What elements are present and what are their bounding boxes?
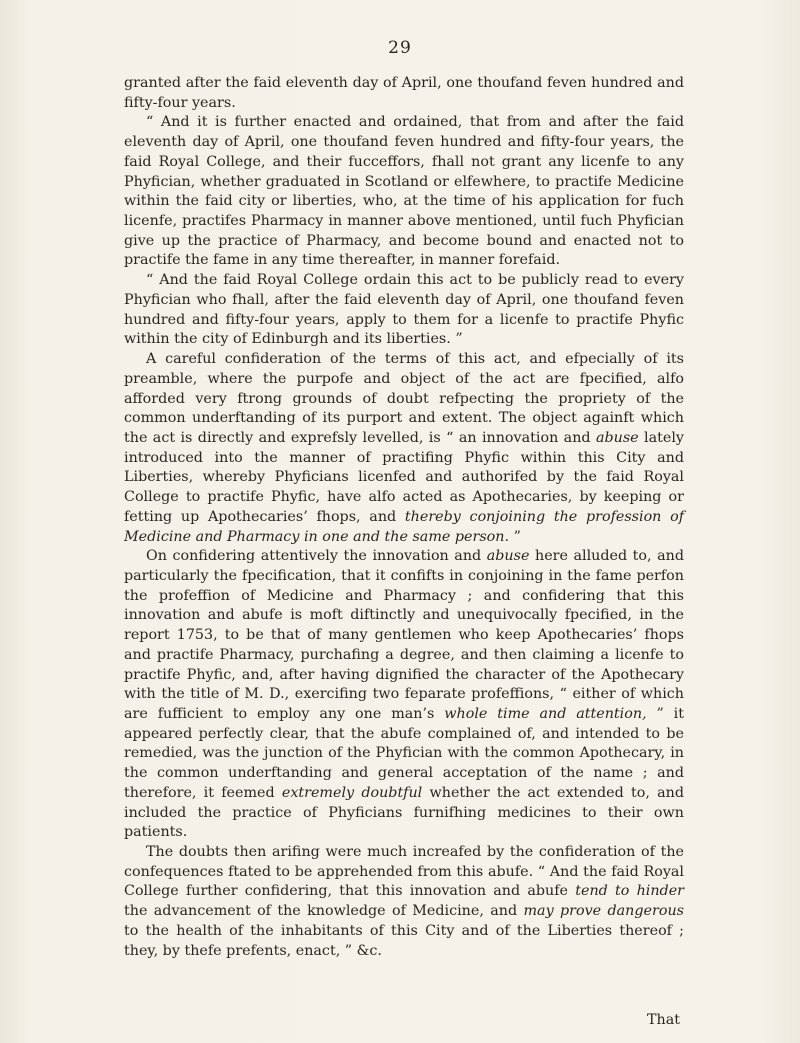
italic-text: whole time and attention, — [444, 706, 647, 722]
paragraph — [124, 74, 684, 113]
text-run: the advancement of the knowledge of Medicine, and — [124, 903, 524, 920]
page-number: 29 — [388, 38, 412, 58]
text-run: The doubts then arifing were much increafed by the confideration of the confequences ftated to be apprehended from this abufe. “ And the faid Royal College further confidering, that this innovation and abufe — [124, 844, 684, 900]
text-run: On confidering attentively the innovation and — [146, 548, 487, 565]
text-run: “ And it is further enacted and ordained, that from and after the faid eleventh day of April, one thoufand feven hundred and fifty-four years, the faid Royal College, and their fucceffors, fhall not grant any licenfe to any Phyfician, whether graduated in Scotland or elfewhere, to practife Medicine within the faid city or liberties, who, at the time of his application for fuch licenfe, practifes Pharmacy in manner above mentioned, until fuch Phyfician give up the practice of Pharmacy, and become bound and enacted not to practife the fame in any time thereafter, in manner forefaid. — [124, 114, 684, 269]
text-run: whether the act extended to, and included the practice of Phyficians furnifhing medicines to their own patients. — [124, 784, 684, 841]
text-run: granted after the faid eleventh day of April, one thoufand feven hundred and fifty-four years. — [124, 75, 684, 111]
paragraph — [124, 350, 684, 547]
italic-text: abuse — [486, 548, 530, 565]
italic-text: abuse — [595, 429, 639, 446]
paragraph — [124, 113, 684, 271]
paragraph — [124, 547, 684, 843]
text-run: “ And the faid Royal College ordain this act to be publicly read to every Phyfician who fhall, after the faid eleventh day of April, one thoufand feven hundred and fifty-four years, apply to them for a licenfe to practife Phyfic within the city of Edinburgh and its liberties. ” — [124, 272, 684, 348]
italic-text: extremely doubtful — [281, 784, 423, 801]
text-run: here alluded to, and particularly the fpecification, that it confifts in conjoining in the fame perfon the profeffion of Medicine and Pharmacy ; and confidering that this innovation and abufe is moft diftinctly and unequivocally fpecified, in the report 1753, to be that of many gentlemen who keep Apothecaries’ fhops and practife Pharmacy, purchafing a degree, and then claiming a licenfe to practife Phyfic, and, after having dignified the character of the Apothecary with the title of M. D., exercifing two feparate profeffions, “ either of which are fufficient to employ any one man’s — [124, 548, 684, 722]
italic-text: tend to hinder — [575, 883, 685, 900]
text-run: to the health of the inhabitants of this City and of the Liberties thereof ; they, by thefe prefents, enact, ” &c. — [124, 922, 684, 959]
text-run: ” — [509, 528, 521, 545]
body-text — [124, 74, 684, 961]
paragraph — [124, 843, 684, 961]
paragraph — [124, 271, 684, 350]
text-run: A careful confideration of the terms of this act, and efpecially of its preamble, where the purpofe and object of the act are fpecified, alfo afforded very ftrong grounds of doubt refpecting the propriety of the common underftanding of its purport and extent. The object againft which the act is directly and exprefsly levelled, is “ an innovation and — [124, 351, 684, 446]
italic-text: may prove dangerous — [523, 903, 684, 920]
text-run: lately introduced into the manner of practifing Phyfic within this City and Liberties, whereby Phyficians licenfed and authorifed by the faid Royal College to practife Phyfic, have alfo acted as Apothecaries, by keeping or fetting up Apothecaries’ fhops, and — [124, 429, 684, 525]
catchword: That — [646, 1012, 680, 1028]
text-run: ” it appeared perfectly clear, that the abufe complained of, and intended to be remedied, was the junction of the Phyfician with the common Apothecary, in the common underftanding and general acceptation of the name ; and therefore, it feemed — [124, 706, 685, 801]
italic-text: thereby conjoining the profession of Medicine and Pharmacy in one and the same person. — [124, 508, 684, 545]
